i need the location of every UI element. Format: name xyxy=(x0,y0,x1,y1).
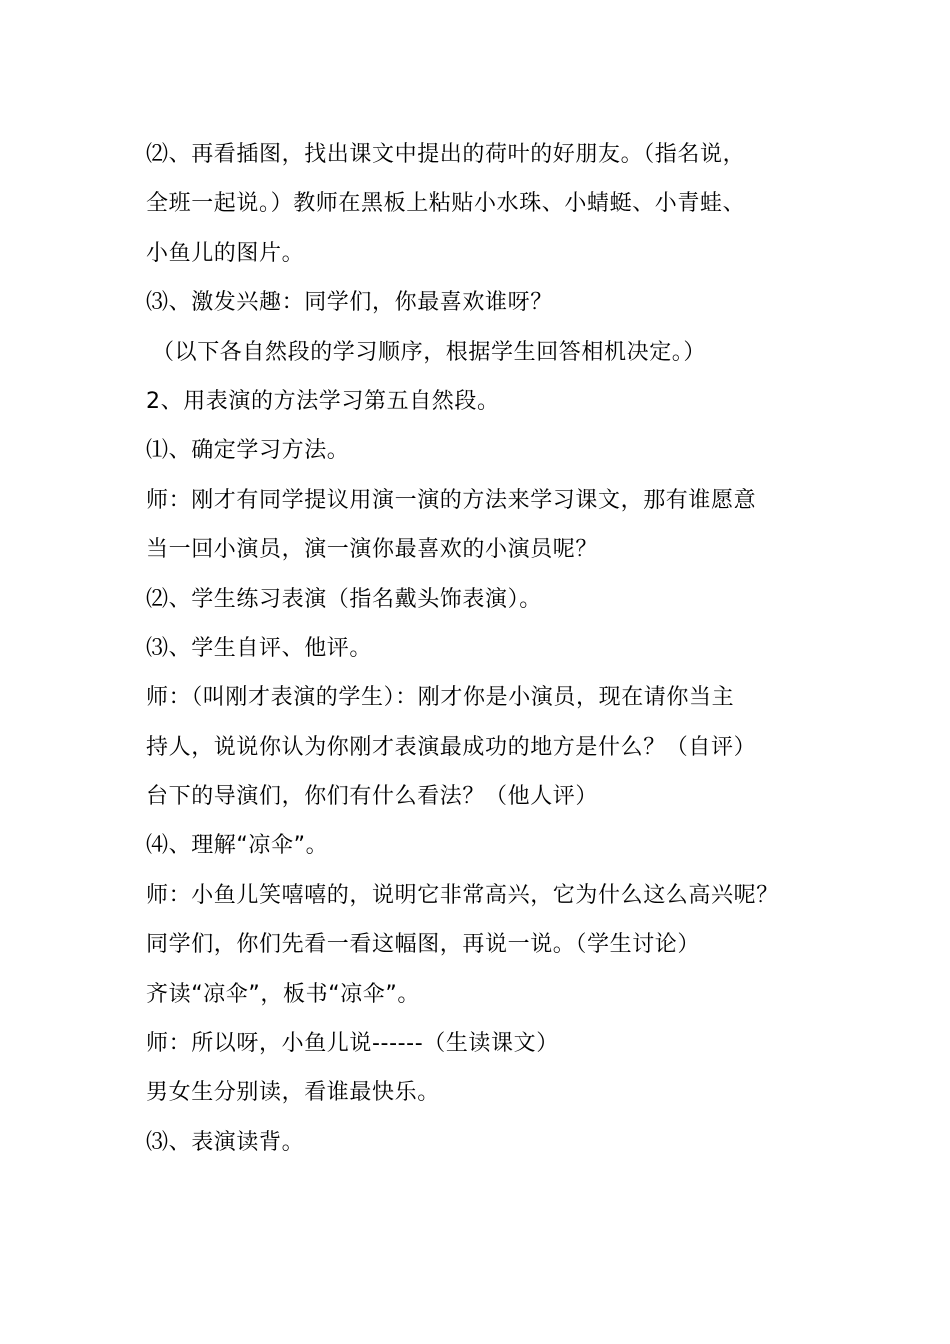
paragraph-line: ⑶、激发兴趣：同学们，你最喜欢谁呀？ xyxy=(146,290,553,316)
paragraph-line: （以下各自然段的学习顺序，根据学生回答相机决定。） xyxy=(152,339,707,365)
paragraph-line: ⑴、确定学习方法。 xyxy=(146,438,350,464)
section-heading: 2、用表演的方法学习第五自然段。 xyxy=(146,388,500,414)
paragraph-line: 持人，说说你认为你刚才表演最成功的地方是什么？（自评） xyxy=(146,734,757,760)
paragraph-line: 齐读“凉伞”，板书“凉伞”。 xyxy=(146,981,420,1007)
paragraph-line: 小鱼儿的图片。 xyxy=(146,240,305,266)
paragraph-line: 师：（叫刚才表演的学生）：刚才你是小演员，现在请你当主 xyxy=(146,685,735,711)
paragraph-line: ⑵、学生练习表演（指名戴头饰表演）。 xyxy=(146,586,542,612)
paragraph-line: 当一回小演员，演一演你最喜欢的小演员呢？ xyxy=(146,537,599,563)
paragraph-line: 同学们，你们先看一看这幅图，再说一说。（学生讨论） xyxy=(146,932,701,958)
paragraph-line: 男女生分别读，看谁最快乐。 xyxy=(146,1080,440,1106)
paragraph-line: 师：小鱼儿笑嘻嘻的，说明它非常高兴，它为什么这么高兴呢？ xyxy=(146,882,779,908)
paragraph-line: 全班一起说。）教师在黑板上粘贴小水珠、小蜻蜓、小青蛙、 xyxy=(146,191,746,217)
document-body xyxy=(146,130,826,1167)
paragraph-line: ⑶、学生自评、他评。 xyxy=(146,635,373,661)
paragraph-line: ⑵、再看插图，找出课文中提出的荷叶的好朋友。（指名说， xyxy=(146,142,746,167)
paragraph-line: 师：刚才有同学提议用演一演的方法来学习课文，那有谁愿意 xyxy=(146,487,757,513)
paragraph-line: ⑶、表演读背。 xyxy=(146,1129,305,1155)
paragraph-line: 师：所以呀，小鱼儿说------（生读课文） xyxy=(146,1031,559,1057)
paragraph-line: ⑷、理解“凉伞”。 xyxy=(146,833,329,859)
paragraph-line: 台下的导演们，你们有什么看法？（他人评） xyxy=(146,784,599,810)
